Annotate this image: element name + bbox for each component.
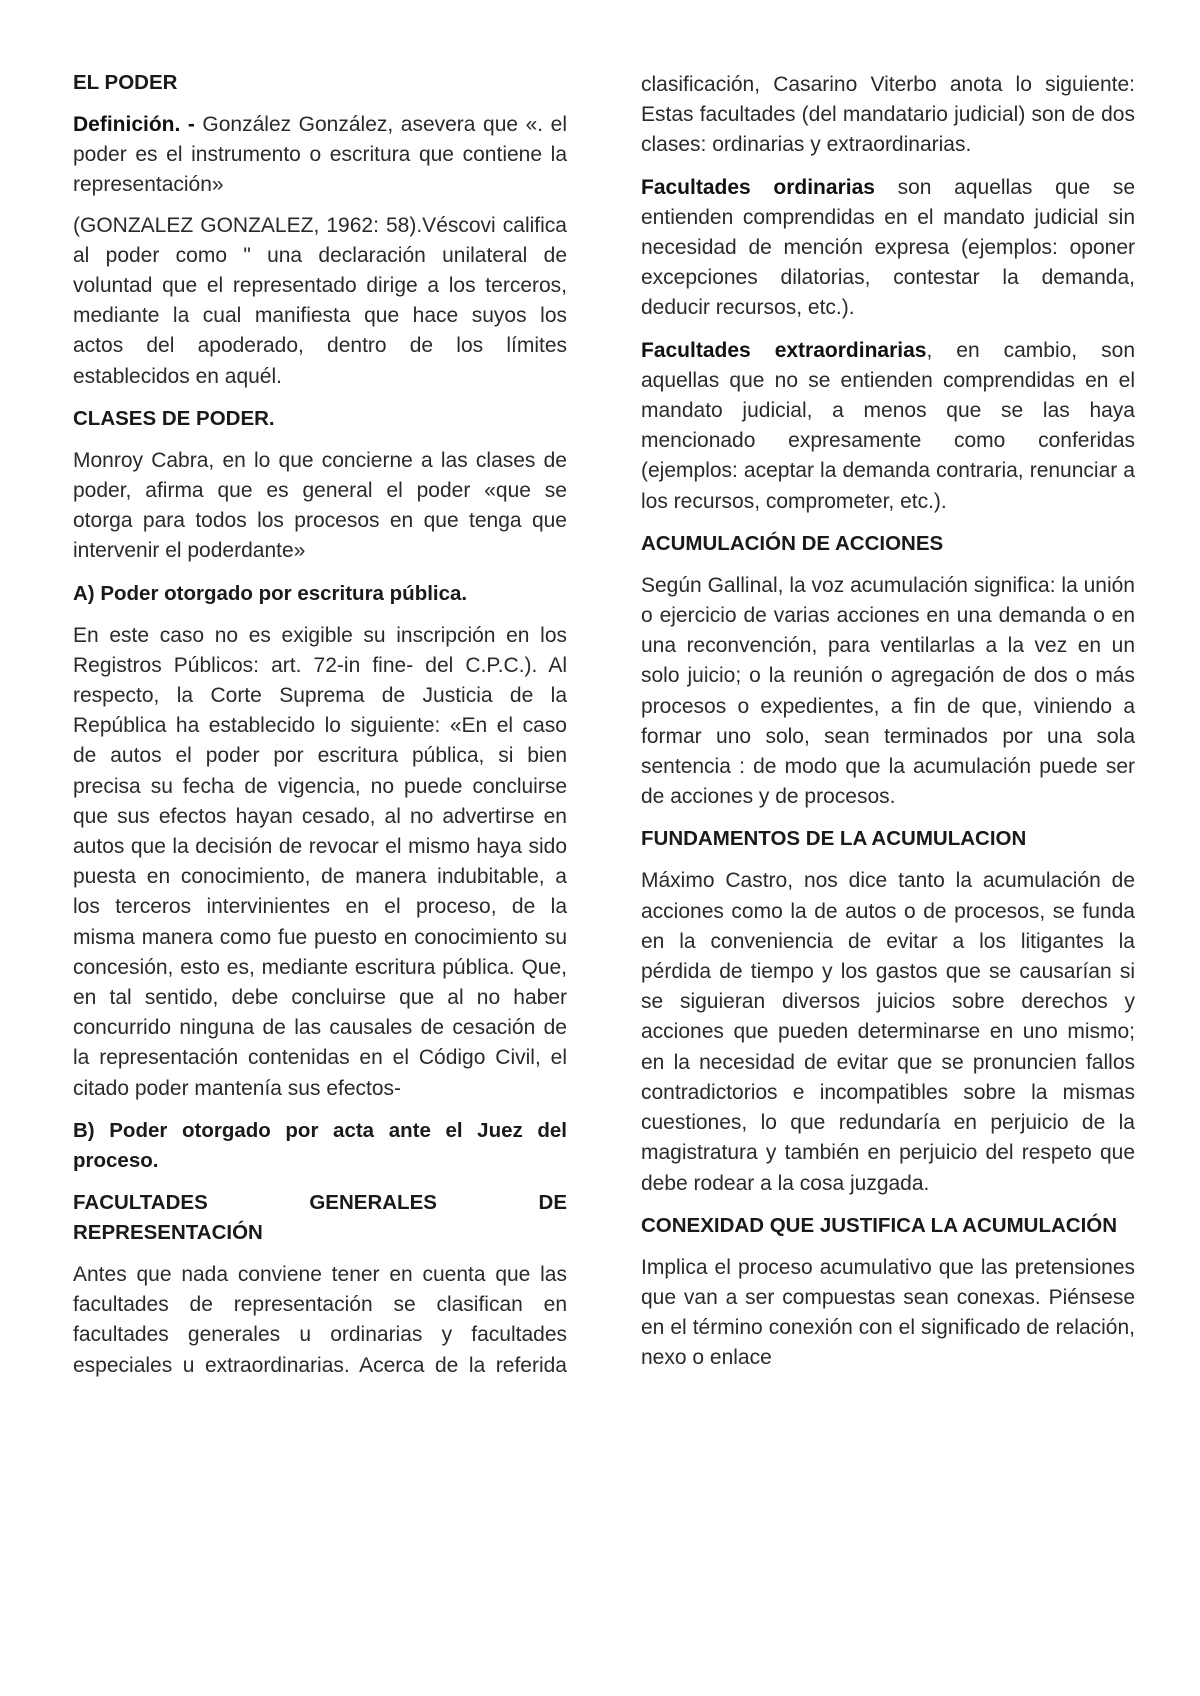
paragraph-vescovi: (GONZALEZ GONZALEZ, 1962: 58).Véscovi califica al poder como " una declaración unilateral de voluntad que el representado dirige a los terceros, mediante la cual manifiesta que hace suyos los actos del apoderado, dentro de los límites establecidos en aquél. bbox=[73, 213, 567, 388]
heading-fundamentos-acumulacion: FUNDAMENTOS DE LA ACUMULACION bbox=[641, 827, 1027, 851]
paragraph-facultades-extraordinarias bbox=[641, 336, 1135, 517]
paragraph-clasificacion: clasificación, Casarino Viterbo anota lo siguiente: Estas facultades (del mandatario judicial) son de dos clases: ordinarias y extraordinarias. bbox=[641, 73, 1135, 157]
paragraph-gallinal: Según Gallinal, la voz acumulación significa: la unión o ejercicio de varias acciones en una demanda o en una reconvención, para ventilarlas a la vez en un solo juicio; o la reunión o agregación de dos o más procesos o expedientes, a fin de que, viniendo a formar uno solo, sean terminados por una sola sentencia : de modo que la acumulación puede ser de acciones y de procesos. bbox=[641, 573, 1135, 809]
heading-acumulacion-acciones: ACUMULACIÓN DE ACCIONES bbox=[641, 531, 944, 555]
heading-poder-acta: B) Poder otorgado por acta ante el Juez del proceso. bbox=[73, 1118, 567, 1172]
heading-poder-escritura: A) Poder otorgado por escritura pública. bbox=[73, 581, 468, 605]
paragraph-facultades-ordinarias bbox=[641, 173, 1135, 324]
left-column bbox=[73, 68, 567, 1381]
ordinarias-text: son aquellas que se entienden comprendidas en el mandato judicial sin necesidad de mención expresa (ejemplos: oponer excepciones dilatorias, contestar la demanda, deducir recursos, etc.). bbox=[641, 175, 1136, 320]
extraordinarias-label: Facultades extraordinarias bbox=[641, 338, 927, 362]
definicion-label: Definición. - bbox=[73, 113, 195, 136]
definicion-text: González González, asevera que «. el poder es el instrumento o escritura que contiene la representación» bbox=[73, 113, 567, 197]
ordinarias-label: Facultades ordinarias bbox=[641, 175, 875, 199]
heading-facultades-generales: FACULTADES GENERALES DE REPRESENTACIÓN bbox=[73, 1190, 567, 1244]
extraordinarias-text: , en cambio, son aquellas que no se entienden comprendidas en el mandato judicial, a menos que se las haya mencionado expresamente como conferidas (ejemplos: aceptar la demanda contraria, renunciar a los recursos, comprometer, etc.). bbox=[641, 338, 1135, 513]
paragraph-definicion bbox=[73, 110, 567, 201]
paragraph-conexidad: Implica el proceso acumulativo que las pretensiones que van a ser compuestas sean conexas. Piénsese en el término conexión con el significado de relación, nexo o enlace bbox=[641, 1255, 1135, 1370]
paragraph-monroy: Monroy Cabra, en lo que concierne a las clases de poder, afirma que es general el poder «que se otorga para todos los procesos en que tenga que intervenir el poderdante» bbox=[73, 448, 567, 563]
paragraph-facultades: Antes que nada conviene tener en cuenta que las facultades de representación se clasifican en facultades generales u ordinarias y facultades especiales u extraordinarias. Acerca de la referida bbox=[73, 1262, 567, 1377]
paragraph-castro: Máximo Castro, nos dice tanto la acumulación de acciones como la de autos o de procesos, se funda en la conveniencia de evitar a los litigantes la pérdida de tiempo y los gastos que se causarían si se siguieran diversos juicios sobre derechos y acciones que pueden determinarse en uno mismo; en la necesidad de evitar que se pronuncien fallos contradictorios e incompatibles sobre la mismas cuestiones, lo que redundaría en perjuicio de la magistratura y también en perjuicio del respeto que debe rodear a la cosa juzgada. bbox=[641, 869, 1135, 1195]
right-column bbox=[641, 70, 1135, 1374]
paragraph-escritura: En este caso no es exigible su inscripción en los Registros Públicos: art. 72-in fine- del C.P.C.). Al respecto, la Corte Suprema de Justicia de la República ha establecido lo siguiente: «En el caso de autos el poder por escritura pública, si bien precisa su fecha de vigencia, no puede concluirse que sus efectos hayan cesado, al no advertirse en autos que la decisión de revocar el mismo haya sido puesta en conocimiento, de manera indubitable, a los terceros intervinientes en el proceso, de la misma manera como fue puesto en conocimiento su concesión, esto es, mediante escritura pública. Que, en tal sentido, debe concluirse que al no haber concurrido ninguna de las causales de cesación de la representación contenidas en el Código Civil, el citado poder mantenía sus efectos- bbox=[73, 623, 567, 1100]
heading-clases-de-poder: CLASES DE PODER. bbox=[73, 406, 275, 430]
heading-el-poder: EL PODER bbox=[73, 71, 178, 94]
heading-conexidad: CONEXIDAD QUE JUSTIFICA LA ACUMULACIÓN bbox=[641, 1213, 1118, 1237]
